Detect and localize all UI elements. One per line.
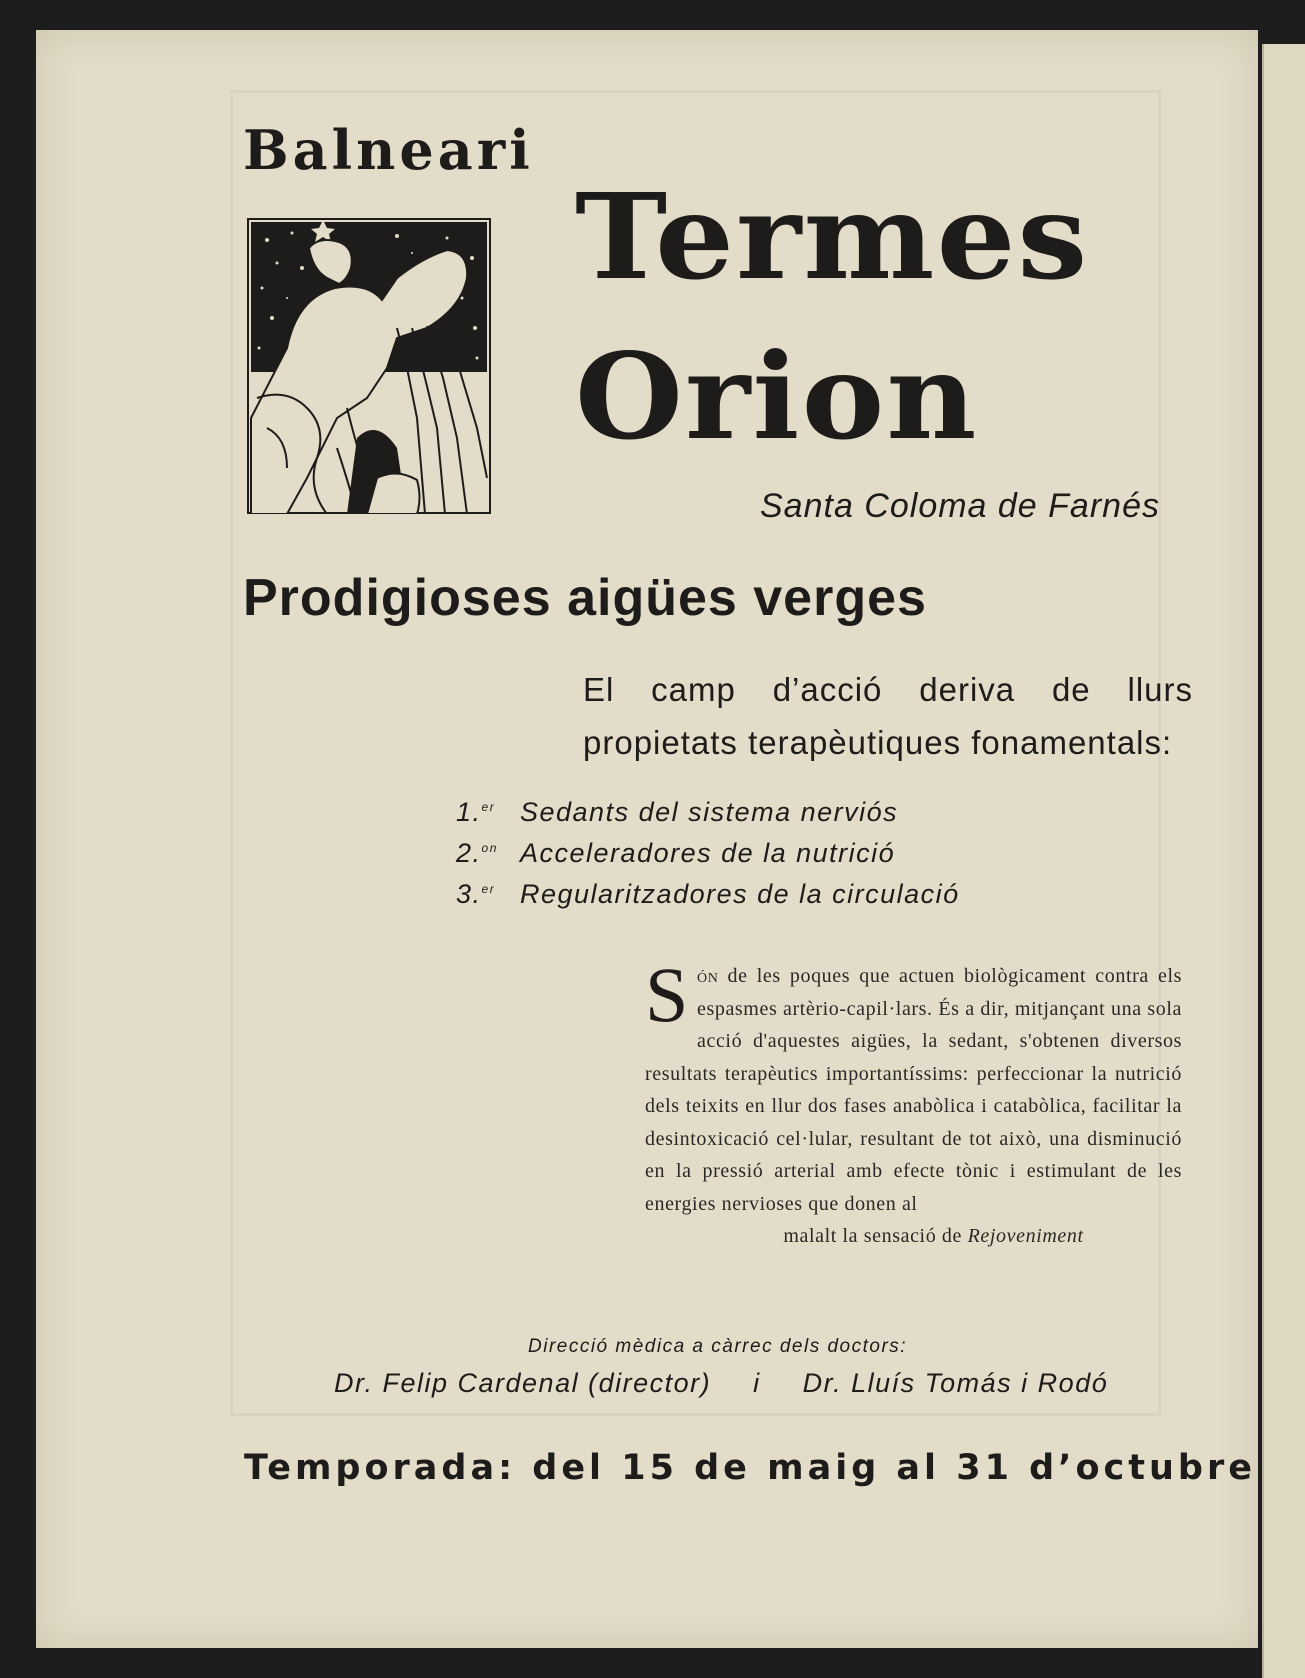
title-termes: Termes: [575, 167, 1090, 306]
body-paragraph: [645, 951, 1182, 1253]
list-item-number: 1.$^{er}$: [456, 797, 496, 827]
body-text: de les poques que actuen biològicament contra els espasmes artèrio-capil·lars. És a dir, mitjançant una sola acció d'aquestes aigües, la sedant, s'obtenen diversos resultats terapèutics importantíssims: perfeccionar la nutrició dels teixits en llur dos fases anabòlica i catabòlica, facilitar la desintoxicació cel·lular, resultant de tot això, una disminució en la pressió arterial amb efecte tònic i estimulant de les energies nervioses que donen al: [645, 965, 1182, 1215]
emphasis-word: Rejoveniment: [967, 1225, 1084, 1247]
kicker-balneari: Balneari: [243, 118, 534, 182]
title-orion: Orion: [575, 327, 979, 466]
intro-paragraph: El camp d’acció deriva de llurs propietats terapèutiques fonamentals:: [583, 671, 1193, 761]
list-item: [456, 797, 960, 838]
list-item: [456, 879, 960, 920]
list-item-text: Sedants del sistema nerviós: [520, 797, 899, 827]
list-item: [456, 838, 960, 879]
properties-list: [456, 797, 960, 920]
location-subtitle: Santa Coloma de Farnés: [760, 487, 1160, 525]
medical-direction-label: Direcció mèdica a càrrec dels doctors:: [528, 1336, 908, 1357]
doctor-1: Dr. Felip Cardenal (director): [334, 1368, 712, 1398]
headline: Prodigioses aigües verges: [243, 569, 927, 627]
doctors-line: [334, 1368, 1108, 1399]
list-item-text: Acceleradores de la nutrició: [520, 838, 896, 868]
drop-cap: S: [645, 951, 689, 1038]
list-item-text: Regularitzadores de la circulació: [520, 879, 960, 909]
doctor-2: Dr. Lluís Tomás i Rodó: [802, 1368, 1109, 1398]
conjunction: i: [753, 1368, 761, 1398]
season-dates: Temporada: del 15 de maig al 31 d’octubre: [244, 1448, 1256, 1488]
adjacent-page-edge: [1262, 44, 1305, 1678]
water-bearer-illustration-icon: [247, 218, 491, 514]
body-last-line: malalt la sensació de Rejoveniment: [783, 1225, 1084, 1247]
list-item-number: 3.$^{er}$: [456, 879, 496, 909]
list-item-number: 2.$^{on}$: [456, 838, 498, 868]
first-word-rest: ón: [696, 965, 719, 987]
